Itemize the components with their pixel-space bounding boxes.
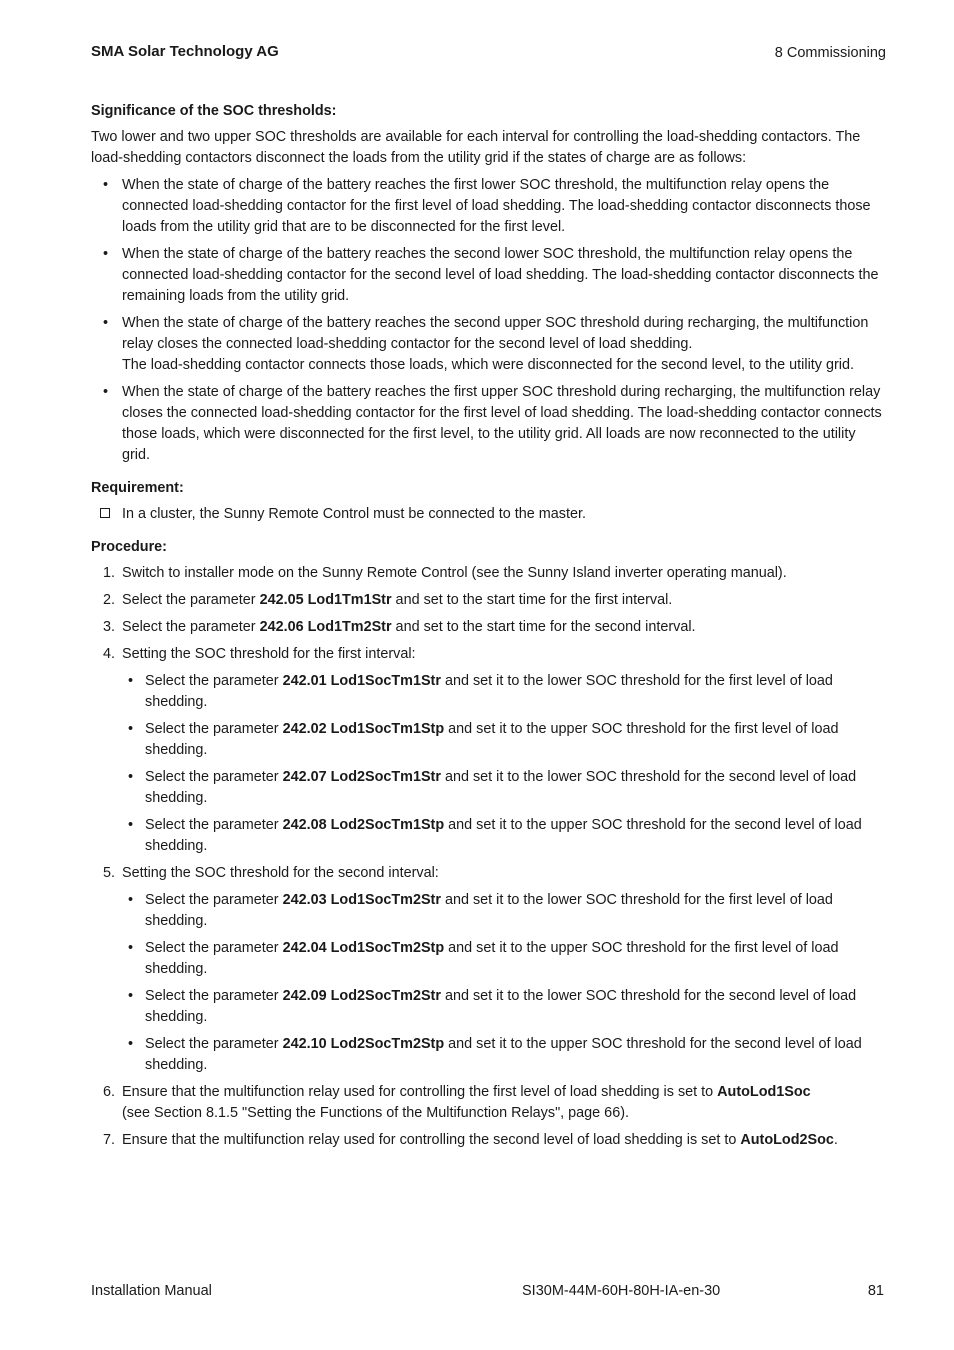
requirement-item bbox=[91, 504, 887, 525]
footer-doc-title: Installation Manual bbox=[91, 1283, 212, 1299]
step-3: 3. Select the parameter 242.06 Lod1Tm2Str and set to the start time for the second interval. bbox=[103, 619, 696, 635]
significance-heading: Significance of the SOC thresholds: bbox=[91, 103, 337, 119]
procedure-heading: Procedure: bbox=[91, 539, 167, 555]
step-text: Select the parameter bbox=[122, 619, 260, 635]
step-text: Setting the SOC threshold for the second interval: bbox=[122, 865, 439, 881]
step-4: 4. Setting the SOC threshold for the first interval: • Select the parameter 242.01 Lod1SocTm1Str and set it to the lower SOC threshold for the first level of load shedding. • Select the parameter 242.02 Lod1SocTm1Stp and set it to the upper SOC threshold for the first level of load shedding. • Select the parameter 242.07 Lod2SocTm1Str and set it to the lower SOC threshold for the second level of load shedding. • Select the parameter 242.08 Lod2SocTm1Stp and set it to the upper SOC threshold for the second level of load shedding. bbox=[91, 644, 887, 857]
list-item: • Select the parameter 242.09 Lod2SocTm2Str and set it to the lower SOC threshold for the second level of load shedding. bbox=[122, 986, 887, 1028]
parameter-name: 242.07 Lod2SocTm1Str bbox=[282, 769, 441, 785]
step-7: 7. Ensure that the multifunction relay used for controlling the second level of load shedding is set to AutoLod2Soc. bbox=[103, 1132, 838, 1148]
significance-list bbox=[91, 175, 887, 466]
parameter-name: 242.08 Lod2SocTm1Stp bbox=[282, 817, 445, 833]
list-item: • Select the parameter 242.01 Lod1SocTm1Str and set it to the lower SOC threshold for the first level of load shedding. bbox=[122, 671, 887, 713]
parameter-name: 242.01 Lod1SocTm1Str bbox=[282, 673, 441, 689]
list-item: • Select the parameter 242.08 Lod2SocTm1Stp and set it to the upper SOC threshold for the second level of load shedding. bbox=[122, 815, 887, 857]
page-content bbox=[91, 101, 887, 1157]
step-text: Ensure that the multifunction relay used for controlling the first level of load shedding is set to bbox=[122, 1084, 718, 1100]
list-item: • Select the parameter 242.03 Lod1SocTm2Str and set it to the lower SOC threshold for the first level of load shedding. bbox=[122, 890, 887, 932]
list-item: • Select the parameter 242.10 Lod2SocTm2Stp and set it to the upper SOC threshold for the second level of load shedding. bbox=[122, 1034, 887, 1076]
step-text: Ensure that the multifunction relay used for controlling the second level of load shedding is set to bbox=[122, 1132, 741, 1148]
list-item bbox=[91, 313, 887, 376]
list-item: • When the state of charge of the battery reaches the first lower SOC threshold, the multifunction relay opens the connected load-shedding contactor for the first level of load shedding. The load-shedding contactor disconnects those loads from the utility grid that are to be disconnected for the first level. bbox=[91, 175, 887, 238]
parameter-name: 242.03 Lod1SocTm2Str bbox=[282, 892, 441, 908]
parameter-name: 242.06 Lod1Tm2Str bbox=[259, 619, 392, 635]
step-5: 5. Setting the SOC threshold for the second interval: • Select the parameter 242.03 Lod1SocTm2Str and set it to the lower SOC threshold for the first level of load shedding. • Select the parameter 242.04 Lod1SocTm2Stp and set it to the upper SOC threshold for the first level of load shedding. • Select the parameter 242.09 Lod2SocTm2Str and set it to the lower SOC threshold for the second level of load shedding. • Select the parameter 242.10 Lod2SocTm2Stp and set it to the upper SOC threshold for the second level of load shedding. bbox=[91, 863, 887, 1076]
step-2: 2. Select the parameter 242.05 Lod1Tm1Str and set to the start time for the first interval. bbox=[103, 592, 673, 608]
list-item-text: When the state of charge of the battery reaches the second upper SOC threshold during recharging, the multifunction relay closes the connected load-shedding contactor for the second level of load shedding. bbox=[122, 315, 869, 352]
parameter-name: 242.09 Lod2SocTm2Str bbox=[282, 988, 441, 1004]
significance-intro: Two lower and two upper SOC thresholds are available for each interval for controlling the load-shedding contactors. The load-shedding contactors disconnect the loads from the utility grid if the states of charge are as follows: bbox=[91, 129, 861, 166]
step-text: Switch to installer mode on the Sunny Remote Control (see the Sunny Island inverter operating manual). bbox=[122, 565, 787, 581]
step-4-sublist bbox=[122, 671, 887, 857]
list-item: • Select the parameter 242.07 Lod2SocTm1Str and set it to the lower SOC threshold for the second level of load shedding. bbox=[122, 767, 887, 809]
header-company: SMA Solar Technology AG bbox=[91, 43, 279, 60]
list-item: • Select the parameter 242.02 Lod1SocTm1Stp and set it to the upper SOC threshold for the first level of load shedding. bbox=[122, 719, 887, 761]
requirement-heading: Requirement: bbox=[91, 480, 184, 496]
footer-page-number: 81 bbox=[867, 1283, 884, 1299]
procedure-steps bbox=[91, 563, 887, 1151]
requirement-text: In a cluster, the Sunny Remote Control must be connected to the master. bbox=[122, 506, 586, 522]
checkbox-icon bbox=[100, 508, 110, 518]
list-item-text: The load-shedding contactor connects those loads, which were disconnected for the second level, to the utility grid. bbox=[122, 357, 854, 373]
list-item: • When the state of charge of the battery reaches the second lower SOC threshold, the multifunction relay opens the connected load-shedding contactor for the second level of load shedding. The load-shedding contactor disconnects the remaining loads from the utility grid. bbox=[91, 244, 887, 307]
step-text: Select the parameter bbox=[122, 592, 260, 608]
step-text: Setting the SOC threshold for the first interval: bbox=[122, 646, 416, 662]
parameter-name: AutoLod1Soc bbox=[717, 1084, 811, 1100]
parameter-name: 242.05 Lod1Tm1Str bbox=[259, 592, 392, 608]
list-item: • When the state of charge of the battery reaches the first upper SOC threshold during recharging, the multifunction relay closes the connected load-shedding contactor for the first level of load shedding. The load-shedding contactor connects those loads, which were disconnected for the first level, to the utility grid. All loads are now reconnected to the utility grid. bbox=[91, 382, 887, 466]
step-1: 1. Switch to installer mode on the Sunny Remote Control (see the Sunny Island inverter operating manual). bbox=[103, 565, 787, 581]
parameter-name: AutoLod2Soc bbox=[740, 1132, 834, 1148]
step-text: and set to the start time for the second interval. bbox=[391, 619, 696, 635]
step-text: and set to the start time for the first interval. bbox=[391, 592, 673, 608]
list-item: • Select the parameter 242.04 Lod1SocTm2Stp and set it to the upper SOC threshold for the first level of load shedding. bbox=[122, 938, 887, 980]
step-5-sublist bbox=[122, 890, 887, 1076]
footer-doc-code: SI30M-44M-60H-80H-IA-en-30 bbox=[522, 1283, 721, 1299]
section-reference: (see Section 8.1.5 "Setting the Functions of the Multifunction Relays", page 66). bbox=[122, 1105, 629, 1121]
parameter-name: 242.10 Lod2SocTm2Stp bbox=[282, 1036, 445, 1052]
step-text: . bbox=[833, 1132, 838, 1148]
step-6: 6. Ensure that the multifunction relay used for controlling the first level of load shedding is set to AutoLod1Soc (see Section 8.1.5 "Setting the Functions of the Multifunction Relays", page 66). bbox=[103, 1084, 811, 1121]
parameter-name: 242.02 Lod1SocTm1Stp bbox=[282, 721, 445, 737]
parameter-name: 242.04 Lod1SocTm2Stp bbox=[282, 940, 445, 956]
header-chapter: 8 Commissioning bbox=[774, 45, 886, 61]
